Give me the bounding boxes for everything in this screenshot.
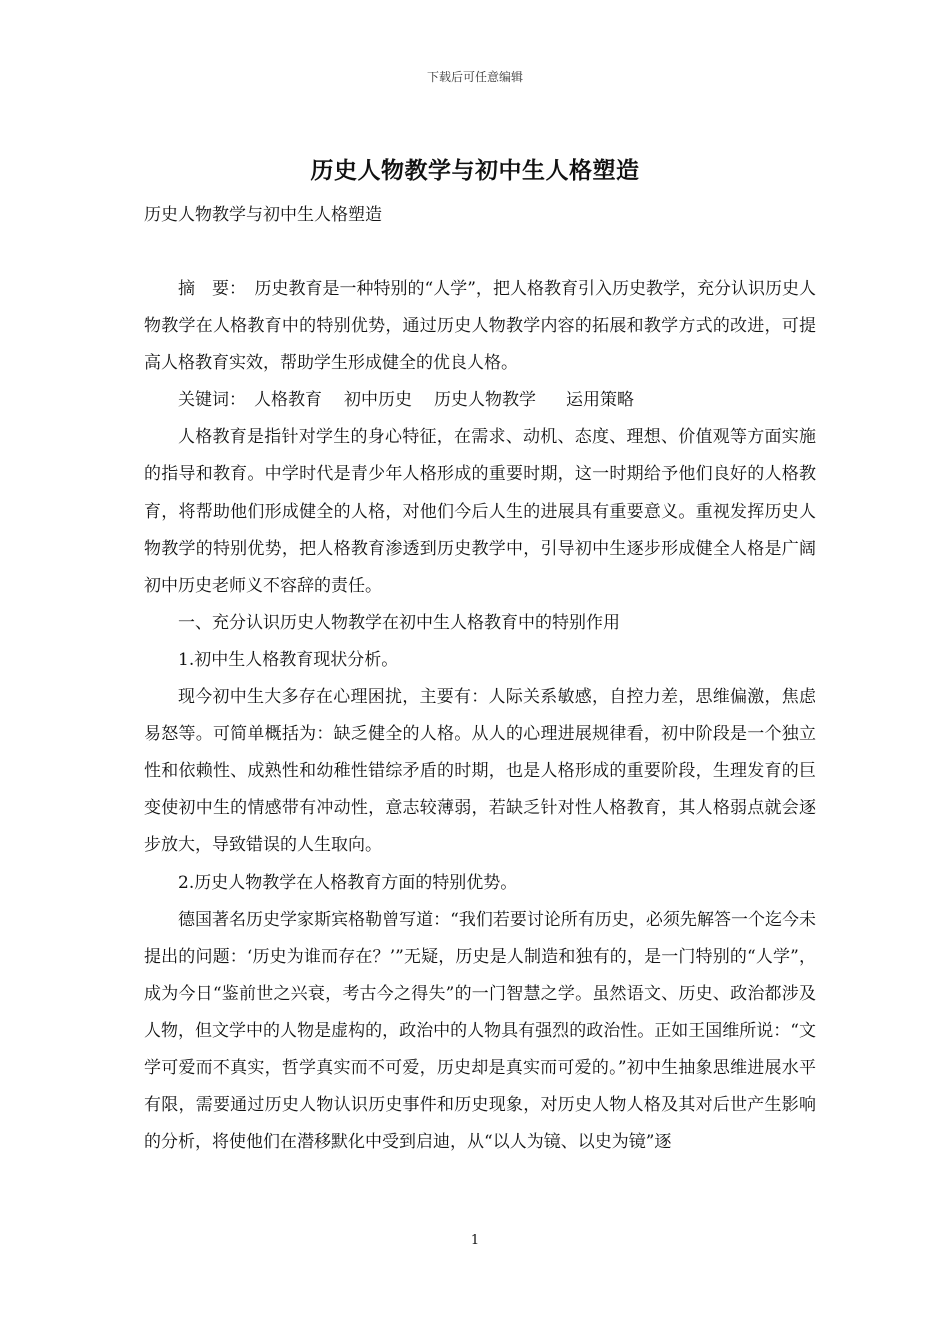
document-body: [144, 271, 816, 1161]
page-header: 下载后可任意编辑: [426, 70, 523, 84]
keywords-label: 关键词：: [178, 390, 246, 411]
keyword-item: 初中历史: [344, 390, 412, 411]
body-paragraph: 人格教育是指针对学生的身心特征，在需求、动机、态度、理想、价值观等方面实施的指导和教育。中学时代是青少年人格形成的重要时期，这一时期给予他们良好的人格教育，将帮助他们形成健全的人格，对他们今后人生的进展具有重要意义。重视发挥历史人物教学的特别优势，把人格教育渗透到历史教学中，引导初中生逐步形成健全人格是广阔初中历史老师义不容辞的责任。: [144, 427, 816, 596]
abstract-paragraph: 摘 要： 历史教育是一种特别的“人学”，把人格教育引入历史教学，充分认识历史人物教学在人格教育中的特别优势，通过历史人物教学内容的拓展和教学方式的改进，可提高人格教育实效，帮助学生形成健全的优良人格。: [144, 279, 816, 374]
subsection-heading: 2.历史人物教学在人格教育方面的特别优势。: [178, 872, 518, 893]
body-paragraph: 德国著名历史学家斯宾格勒曾写道：“我们若要讨论所有历史，必须先解答一个迄今未提出的问题：‘历史为谁而存在？’”无疑，历史是人制造和独有的，是一门特别的“人学”，成为今日“鉴前世之兴衰，考古今之得失”的一门智慧之学。虽然语文、历史、政治都涉及人物，但文学中的人物是虚构的，政治中的人物具有强烈的政治性。正如王国维所说：“文学可爱而不真实，哲学真实而不可爱，历史却是真实而可爱的。”初中生抽象思维进展水平有限，需要通过历史人物认识历史事件和历史现象，对历史人物人格及其对后世产生影响的分析，将使他们在潜移默化中受到启迪，从“以人为镜、以史为镜”逐: [144, 909, 816, 1153]
keyword-item: 运用策略: [566, 390, 634, 411]
document-title: 历史人物教学与初中生人格塑造: [310, 157, 640, 184]
section-heading: 一、充分认识历史人物教学在初中生人格教育中的特别作用: [178, 612, 620, 633]
body-paragraph: 现今初中生大多存在心理困扰，主要有：人际关系敏感，自控力差，思维偏激，焦虑易怒等。可简单概括为：缺乏健全的人格。从人的心理进展规律看，初中阶段是一个独立性和依赖性、成熟性和幼稚性错综矛盾的时期，也是人格形成的重要阶段，生理发育的巨变使初中生的情感带有冲动性，意志较薄弱，若缺乏针对性人格教育，其人格弱点就会逐步放大，导致错误的人生取向。: [144, 687, 816, 856]
document-subtitle: 历史人物教学与初中生人格塑造: [144, 205, 382, 225]
keywords-line: [144, 382, 816, 419]
page-number: 1: [470, 1233, 480, 1248]
keyword-item: 历史人物教学: [434, 390, 536, 411]
keyword-item: 人格教育: [254, 390, 322, 411]
subsection-heading: 1.初中生人格教育现状分析。: [178, 649, 399, 670]
